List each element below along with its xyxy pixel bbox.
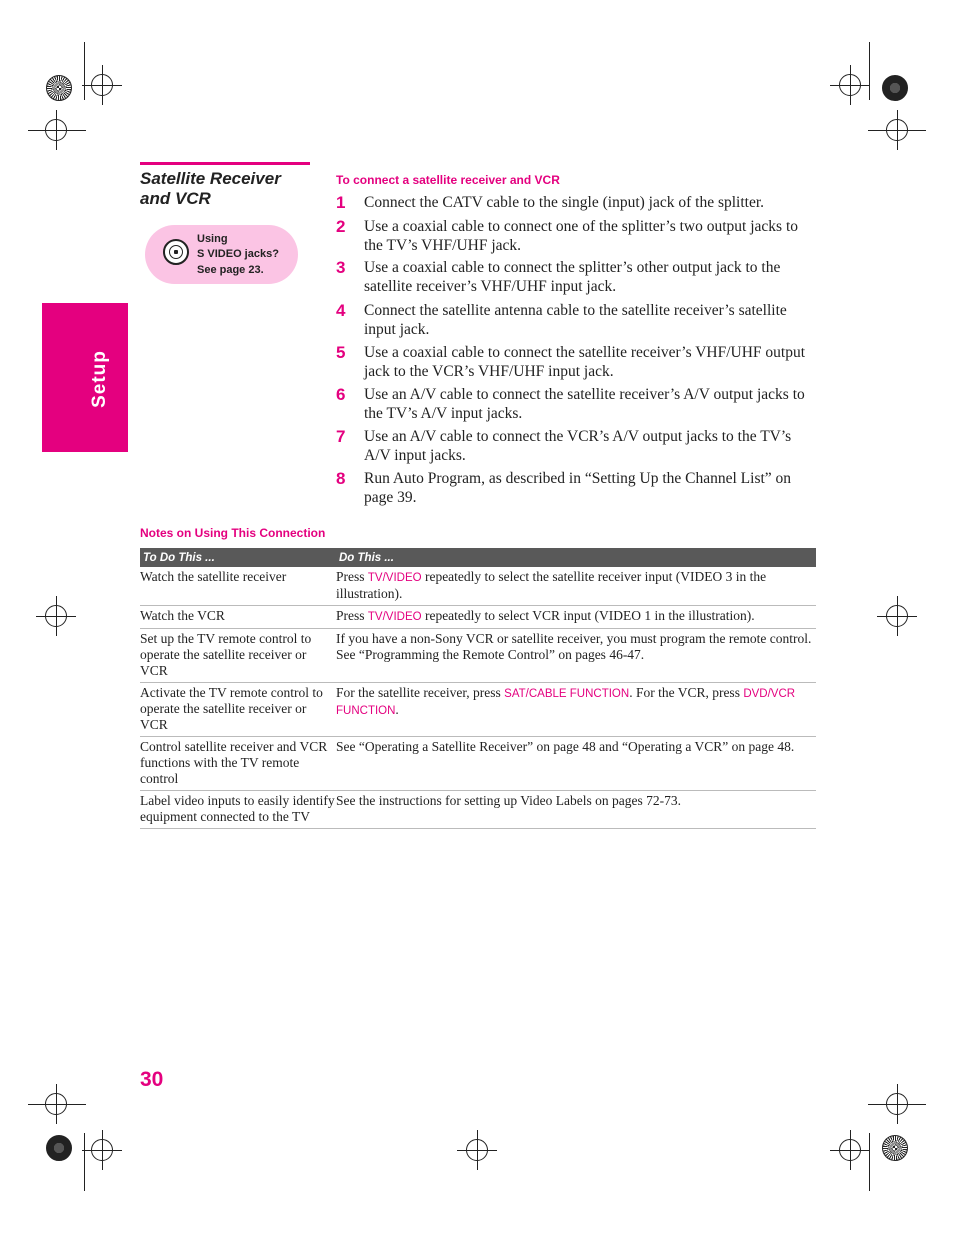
col-header-to-do: To Do This ...	[140, 548, 336, 567]
col-header-do-this: Do This ...	[336, 548, 816, 567]
registration-mark-right-middle	[886, 605, 908, 627]
action-cell: Press TV/VIDEO repeatedly to select the satellite receiver input (VIDEO 3 in the illustration).	[336, 567, 816, 606]
step-number: 8	[336, 469, 346, 488]
step-text: Use an A/V cable to connect the satellite receiver’s A/V output jacks to the TV’s A/V input jacks.	[364, 386, 805, 422]
step-number: 7	[336, 427, 346, 446]
todo-cell: Activate the TV remote control to operate the satellite receiver or VCR	[140, 683, 336, 737]
crop-line	[869, 42, 870, 100]
todo-cell: Label video inputs to easily identify equipment connected to the TV	[140, 791, 336, 829]
page-number: 30	[140, 1068, 164, 1091]
tip-line3: See page 23.	[197, 264, 264, 276]
todo-cell: Watch the VCR	[140, 606, 336, 629]
table-row	[140, 737, 816, 791]
dvd-vcr-function-button-ref: DVD/VCR FUNCTION	[336, 688, 796, 717]
s-video-tip-bubble	[145, 225, 298, 284]
step-text: Connect the CATV cable to the single (input) jack of the splitter.	[364, 194, 765, 211]
registration-mark-top-left	[91, 74, 113, 96]
tv-video-button-ref: TV/VIDEO	[367, 611, 422, 623]
step-text: Use a coaxial cable to connect the satellite receiver’s VHF/UHF output jack to the VCR’s VHF/UHF input jack.	[364, 344, 806, 380]
table-row	[140, 606, 816, 629]
step-number: 6	[336, 385, 346, 404]
table-row	[140, 629, 816, 683]
crop-line	[84, 42, 85, 100]
step-number: 3	[336, 258, 346, 277]
step-text: Connect the satellite antenna cable to the satellite receiver’s satellite input jack.	[364, 302, 787, 338]
step-number: 1	[336, 193, 346, 212]
step-number: 4	[336, 301, 346, 320]
action-cell: For the satellite receiver, press SAT/CABLE FUNCTION. For the VCR, press DVD/VCR FUNCTION.	[336, 683, 816, 737]
setup-tab-label: Setup	[89, 350, 110, 408]
crop-line	[868, 1104, 926, 1105]
todo-cell: Control satellite receiver and VCR functions with the TV remote control	[140, 737, 336, 791]
step-text: Run Auto Program, as described in “Setting Up the Channel List” on page 39.	[364, 470, 792, 506]
registration-mark-top-right	[839, 74, 861, 96]
table-row	[140, 791, 816, 829]
step-number: 5	[336, 343, 346, 362]
section-title	[140, 169, 330, 209]
registration-starburst-top-right	[882, 75, 908, 101]
action-cell: Press TV/VIDEO repeatedly to select VCR input (VIDEO 1 in the illustration).	[336, 606, 816, 629]
action-cell: If you have a non-Sony VCR or satellite receiver, you must program the remote control. See “Programming the Remote Control” on pages 46-47.	[336, 629, 816, 683]
notes-table	[140, 548, 816, 829]
section-title-line2: and VCR	[140, 189, 211, 208]
setup-sidebar-tab	[42, 303, 128, 452]
step-text: Use a coaxial cable to connect the splitter’s other output jack to the satellite receiver’s VHF/UHF input jack.	[364, 259, 781, 295]
tip-line2: S VIDEO jacks?	[197, 248, 279, 260]
registration-mark-bottom-right	[839, 1139, 861, 1161]
registration-starburst-bottom-left	[46, 1135, 72, 1161]
table-header-row	[140, 548, 816, 567]
notes-heading: Notes on Using This Connection	[140, 526, 326, 540]
todo-cell: Set up the TV remote control to operate the satellite receiver or VCR	[140, 629, 336, 683]
section-title-line1: Satellite Receiver	[140, 169, 281, 188]
sat-cable-function-button-ref: SAT/CABLE FUNCTION	[504, 688, 630, 700]
crop-line	[868, 130, 926, 131]
table-row	[140, 567, 816, 606]
step-number: 2	[336, 217, 346, 236]
tip-line1: Using	[197, 233, 228, 245]
step-text: Use an A/V cable to connect the VCR’s A/V output jacks to the TV’s A/V input jacks.	[364, 428, 792, 464]
registration-mark-bottom-center	[466, 1139, 488, 1161]
steps-heading: To connect a satellite receiver and VCR	[336, 173, 560, 187]
todo-cell: Watch the satellite receiver	[140, 567, 336, 606]
s-video-jack-icon	[163, 239, 189, 265]
step-text: Use a coaxial cable to connect one of the splitter’s two output jacks to the TV’s VHF/UHF jack.	[364, 218, 799, 254]
action-cell: See the instructions for setting up Video Labels on pages 72-73.	[336, 791, 816, 829]
crop-line	[84, 1133, 85, 1191]
registration-mark-left-middle	[45, 605, 67, 627]
crop-line	[28, 1104, 86, 1105]
crop-line	[28, 130, 86, 131]
crop-line	[869, 1133, 870, 1191]
registration-starburst-top-left	[46, 75, 72, 101]
registration-mark-bottom-left	[91, 1139, 113, 1161]
table-row	[140, 683, 816, 737]
registration-starburst-bottom-right	[882, 1135, 908, 1161]
tv-video-button-ref: TV/VIDEO	[367, 572, 422, 584]
action-cell: See “Operating a Satellite Receiver” on page 48 and “Operating a VCR” on page 48.	[336, 737, 816, 791]
title-rule	[140, 162, 310, 165]
